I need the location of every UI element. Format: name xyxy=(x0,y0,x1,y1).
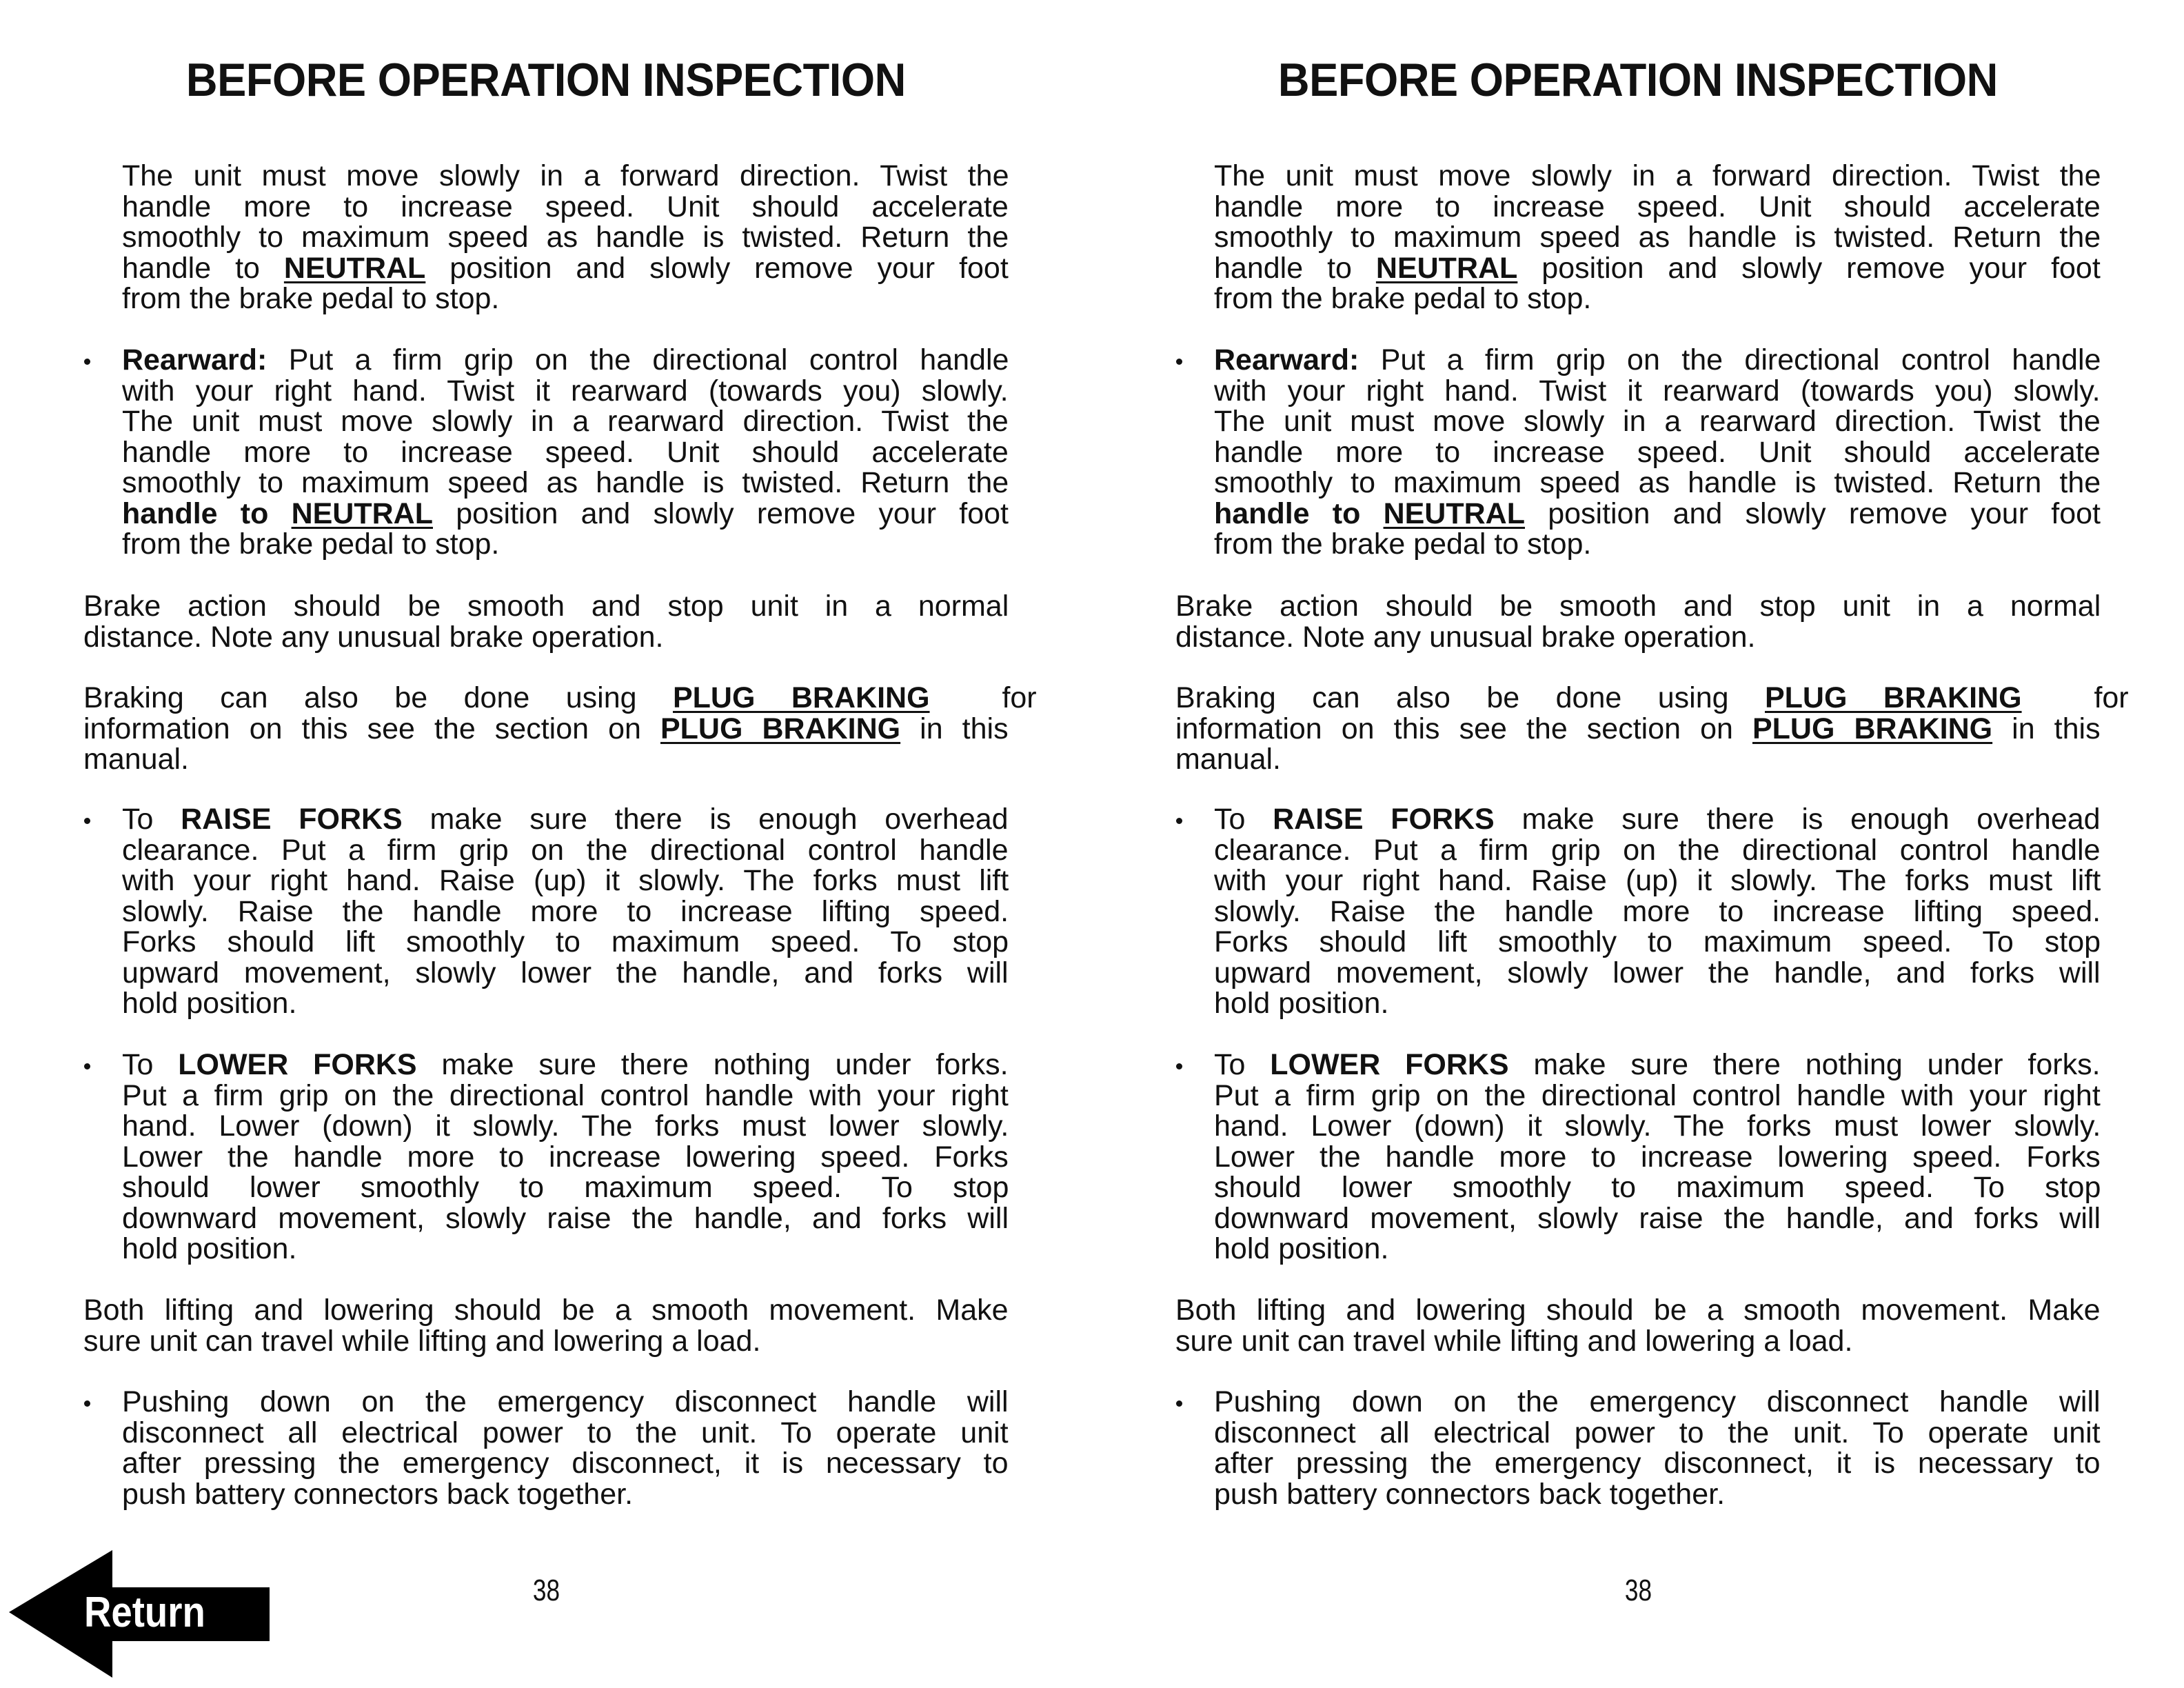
return-label: Return xyxy=(84,1589,205,1636)
text-line: Brake action should be smooth and stop unit in a normal xyxy=(83,590,1009,623)
text-line xyxy=(83,681,1037,714)
text-line xyxy=(122,345,1009,376)
bold-term: LOWER FORKS xyxy=(1270,1048,1509,1081)
text-line: The unit must move slowly in a forward direction. Twist the xyxy=(1214,159,2101,192)
text-line: should lower smoothly to maximum speed. To stop xyxy=(122,1171,1009,1204)
lower-paragraph xyxy=(1214,1049,2101,1265)
text-segment: position and slowly remove your foot xyxy=(1517,251,2101,285)
text-line: Both lifting and lowering should be a smooth movement. Make xyxy=(83,1294,1009,1327)
text-line: handle more to increase speed. Unit should accelerate xyxy=(1214,435,2101,469)
text-line: handle more to increase speed. Unit should accelerate xyxy=(122,190,1009,223)
text-segment: position and slowly remove your foot xyxy=(425,251,1009,285)
text-line: from the brake pedal to stop. xyxy=(1214,528,1592,561)
text-line: manual. xyxy=(1175,743,1281,776)
text-line: upward movement, slowly lower the handle, and forks will xyxy=(1214,956,2101,989)
page-title: BEFORE OPERATION INSPECTION xyxy=(185,54,906,106)
text-line: Lower the handle more to increase lowering speed. Forks xyxy=(122,1140,1009,1174)
text-line: The unit must move slowly in a rearward direction. Twist the xyxy=(122,405,1009,438)
pushing-paragraph xyxy=(122,1387,1009,1509)
link-neutral[interactable]: NEUTRAL xyxy=(1375,251,1518,285)
text-line xyxy=(1214,345,2101,376)
text-line: Pushing down on the emergency disconnect handle will xyxy=(1214,1385,2101,1418)
brake-paragraph xyxy=(1175,591,2101,652)
text-line: Put a firm grip on the directional control handle with your right xyxy=(122,1078,1009,1112)
text-line: Pushing down on the emergency disconnect handle will xyxy=(122,1385,1009,1418)
link-plug-braking[interactable]: PLUG BRAKING xyxy=(1752,712,1993,745)
text-line: handle more to increase speed. Unit should accelerate xyxy=(122,435,1009,469)
text-line: after pressing the emergency disconnect, it is necessary to xyxy=(122,1447,1009,1480)
text-line: hold position. xyxy=(1214,987,1389,1020)
text-line xyxy=(1214,496,2101,530)
text-line: clearance. Put a firm grip on the directional control handle xyxy=(122,833,1009,867)
text-line: sure unit can travel while lifting and lowering a load. xyxy=(1175,1324,1853,1358)
text-segment: information on this see the section on xyxy=(1175,712,1752,745)
bold-term: handle to xyxy=(1214,496,1384,530)
return-button[interactable] xyxy=(7,1549,272,1680)
link-neutral[interactable]: NEUTRAL xyxy=(291,496,433,530)
text-line: from the brake pedal to stop. xyxy=(1214,282,1592,315)
text-line: Lower the handle more to increase lowering speed. Forks xyxy=(1214,1140,2101,1174)
text-line: Forks should lift smoothly to maximum speed. To stop xyxy=(1214,925,2101,958)
text-line: Put a firm grip on the directional control handle with your right xyxy=(1214,1078,2101,1112)
link-plug-braking[interactable]: PLUG BRAKING xyxy=(660,712,901,745)
text-segment: Braking can also be done using xyxy=(83,681,673,714)
both-paragraph xyxy=(1175,1295,2101,1356)
page-number: 38 xyxy=(532,1574,560,1607)
bold-term: Rearward: xyxy=(122,343,267,376)
text-segment: for xyxy=(2021,681,2129,714)
bullet-icon xyxy=(84,359,90,365)
text-segment: make sure there is enough overhead xyxy=(402,803,1009,836)
p1-paragraph xyxy=(122,161,1009,314)
text-segment: in this xyxy=(900,712,1009,745)
bold-term: RAISE FORKS xyxy=(181,803,403,836)
text-line: smoothly to maximum speed as handle is twisted. Return the xyxy=(1214,221,2101,254)
text-line: with your right hand. Twist it rearward (towards you) slowly. xyxy=(1214,374,2101,408)
link-plug-braking[interactable]: PLUG BRAKING xyxy=(1764,681,2022,714)
text-line: smoothly to maximum speed as handle is twisted. Return the xyxy=(122,466,1009,499)
text-line: disconnect all electrical power to the unit. To operate unit xyxy=(1214,1416,2101,1449)
text-line: push battery connectors back together. xyxy=(122,1477,634,1511)
raise-paragraph xyxy=(1214,804,2101,1019)
text-segment: position and slowly remove your foot xyxy=(1525,496,2101,530)
text-line: hold position. xyxy=(122,1232,297,1265)
p1-paragraph xyxy=(1214,161,2101,314)
text-line xyxy=(1214,1049,2101,1081)
text-line xyxy=(122,496,1009,530)
right-page xyxy=(1092,0,2184,1688)
text-line: distance. Note any unusual brake operation. xyxy=(1175,620,1756,654)
text-line: should lower smoothly to maximum speed. To stop xyxy=(1214,1171,2101,1204)
text-line: upward movement, slowly lower the handle, and forks will xyxy=(122,956,1009,989)
text-line xyxy=(83,714,1009,745)
text-segment: Braking can also be done using xyxy=(1175,681,1765,714)
brake-paragraph xyxy=(83,591,1009,652)
text-segment: To xyxy=(122,1048,179,1081)
text-segment: in this xyxy=(1992,712,2101,745)
text-line: hand. Lower (down) it slowly. The forks must lower slowly. xyxy=(1214,1109,2101,1143)
text-line: smoothly to maximum speed as handle is twisted. Return the xyxy=(122,221,1009,254)
text-segment: To xyxy=(1214,1048,1271,1081)
rearward-paragraph xyxy=(1214,345,2101,560)
rearward-paragraph xyxy=(122,345,1009,560)
bold-term: LOWER FORKS xyxy=(178,1048,417,1081)
pushing-paragraph xyxy=(1214,1387,2101,1509)
lower-paragraph xyxy=(122,1049,1009,1265)
raise-paragraph xyxy=(122,804,1009,1019)
text-line: manual. xyxy=(83,743,189,776)
page-title: BEFORE OPERATION INSPECTION xyxy=(1277,54,1998,106)
bullet-icon xyxy=(1176,359,1182,365)
text-segment: make sure there is enough overhead xyxy=(1494,803,2101,836)
text-line xyxy=(1175,714,2101,745)
text-line: smoothly to maximum speed as handle is twisted. Return the xyxy=(1214,466,2101,499)
bold-term: handle to xyxy=(122,496,292,530)
bullet-icon xyxy=(1176,1400,1182,1407)
text-line: Both lifting and lowering should be a smooth movement. Make xyxy=(1175,1294,2101,1327)
bold-term: Rearward: xyxy=(1214,343,1359,376)
link-neutral[interactable]: NEUTRAL xyxy=(1383,496,1525,530)
bullet-icon xyxy=(1176,818,1182,824)
both-paragraph xyxy=(83,1295,1009,1356)
text-line: disconnect all electrical power to the unit. To operate unit xyxy=(122,1416,1009,1449)
text-segment: for xyxy=(929,681,1037,714)
text-segment: handle to xyxy=(122,251,284,285)
text-segment: make sure there nothing under forks. xyxy=(416,1048,1009,1081)
bold-term: RAISE FORKS xyxy=(1273,803,1495,836)
text-line xyxy=(122,253,1009,284)
link-plug-braking[interactable]: PLUG BRAKING xyxy=(672,681,930,714)
text-line: The unit must move slowly in a rearward direction. Twist the xyxy=(1214,405,2101,438)
text-segment: Put a firm grip on the directional control handle xyxy=(1359,343,2101,376)
bullet-icon xyxy=(84,1400,90,1407)
text-line xyxy=(1214,253,2101,284)
text-line xyxy=(1175,681,2129,714)
text-segment: position and slowly remove your foot xyxy=(433,496,1009,530)
text-line: distance. Note any unusual brake operation. xyxy=(83,620,664,654)
text-segment: To xyxy=(122,803,181,836)
text-line: with your right hand. Raise (up) it slowly. The forks must lift xyxy=(122,864,1009,897)
text-segment: To xyxy=(1214,803,1273,836)
text-line: The unit must move slowly in a forward direction. Twist the xyxy=(122,159,1009,192)
text-line: slowly. Raise the handle more to increase lifting speed. xyxy=(122,894,1009,928)
braking-paragraph xyxy=(1175,681,2129,776)
braking-paragraph xyxy=(83,681,1037,776)
text-line: downward movement, slowly raise the handle, and forks will xyxy=(122,1201,1009,1235)
text-line: sure unit can travel while lifting and lowering a load. xyxy=(83,1324,761,1358)
bullet-icon xyxy=(84,818,90,824)
text-line: hand. Lower (down) it slowly. The forks must lower slowly. xyxy=(122,1109,1009,1143)
text-line: hold position. xyxy=(1214,1232,1389,1265)
text-line: handle more to increase speed. Unit should accelerate xyxy=(1214,190,2101,223)
text-line: push battery connectors back together. xyxy=(1214,1477,1726,1511)
text-line: after pressing the emergency disconnect, it is necessary to xyxy=(1214,1447,2101,1480)
text-line: from the brake pedal to stop. xyxy=(122,528,500,561)
text-line xyxy=(122,804,1009,835)
text-line xyxy=(122,1049,1009,1081)
text-line: downward movement, slowly raise the handle, and forks will xyxy=(1214,1201,2101,1235)
text-line: Forks should lift smoothly to maximum speed. To stop xyxy=(122,925,1009,958)
text-line: clearance. Put a firm grip on the directional control handle xyxy=(1214,833,2101,867)
text-line: with your right hand. Twist it rearward (towards you) slowly. xyxy=(122,374,1009,408)
text-line: from the brake pedal to stop. xyxy=(122,282,500,315)
text-line: Brake action should be smooth and stop unit in a normal xyxy=(1175,590,2101,623)
text-segment: make sure there nothing under forks. xyxy=(1508,1048,2101,1081)
text-line: hold position. xyxy=(122,987,297,1020)
text-segment: information on this see the section on xyxy=(83,712,660,745)
text-line: slowly. Raise the handle more to increase lifting speed. xyxy=(1214,894,2101,928)
bullet-icon xyxy=(1176,1063,1182,1069)
text-segment: handle to xyxy=(1214,251,1376,285)
text-line xyxy=(1214,804,2101,835)
text-line: with your right hand. Raise (up) it slowly. The forks must lift xyxy=(1214,864,2101,897)
text-segment: Put a firm grip on the directional control handle xyxy=(267,343,1009,376)
link-neutral[interactable]: NEUTRAL xyxy=(283,251,426,285)
page-number: 38 xyxy=(1624,1574,1652,1607)
bullet-icon xyxy=(84,1063,90,1069)
